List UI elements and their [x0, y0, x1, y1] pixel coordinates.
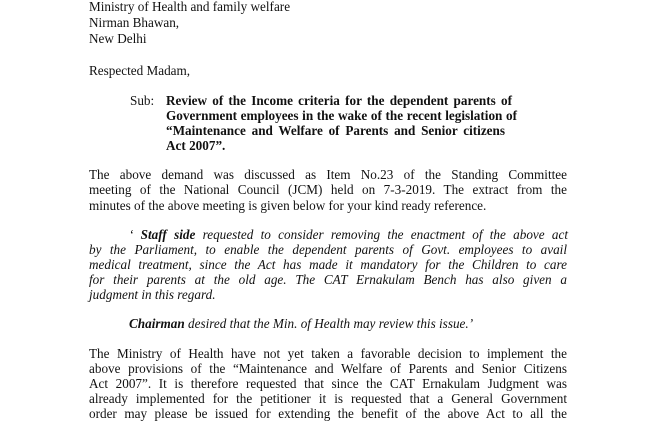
subject-line-1: Review of the Income criteria for the dependent parents of	[166, 93, 512, 108]
para2-line-5: order may please be issued for extending the benefit of the above Act to all the	[89, 406, 567, 421]
quote-line-1	[129, 227, 568, 243]
address-city: New Delhi	[89, 31, 147, 46]
para2-line-2: above provisions of the “Maintenance and Welfare of Parents and Senior Citizens	[89, 361, 567, 376]
subject-line-4: Act 2007”.	[166, 138, 226, 153]
quote-speaker-staff-side: Staff side	[140, 227, 196, 242]
quote-open-mark: ‘	[129, 227, 134, 242]
para2-line-1: The Ministry of Health have not yet taken a favorable decision to implement the	[89, 346, 567, 361]
chairman-rest: desired that the Min. of Health may review this issue.’	[188, 316, 474, 331]
para1-line-2: meeting of the National Council (JCM) held on 7-3-2019. The extract from the	[89, 182, 567, 197]
subject-line-2: Government employees in the wake of the recent legislation of	[166, 108, 517, 123]
quote-line-4: for their parents at the old age. The CAT Ernakulam Bench has also given a	[89, 272, 567, 287]
quote-line-1-rest: requested to consider removing the enactment of the above act	[202, 227, 569, 242]
address-building: Nirman Bhawan,	[89, 15, 180, 30]
para1-line-1: The above demand was discussed as Item No.23 of the Standing Committee	[89, 167, 567, 182]
quote-line-5: judgment in this regard.	[89, 287, 216, 302]
subject-label: Sub:	[130, 93, 155, 108]
quote-line-3: medical treatment, since the Act has made it mandatory for the Children to care	[89, 257, 567, 272]
para1-line-3: minutes of the above meeting is given below for your kind ready reference.	[89, 198, 487, 213]
quote-line-2: by the Parliament, to enable the dependent parents of Govt. employees to avail	[89, 242, 567, 257]
para2-line-4: already implemented for the petitioner it is requested that a General Government	[89, 391, 567, 406]
para2-line-3: Act 2007”. It is therefore requested that since the CAT Ernakulam Judgment was	[89, 376, 567, 391]
chairman-line	[129, 316, 473, 332]
salutation: Respected Madam,	[89, 63, 191, 78]
subject-line-3: “Maintenance and Welfare of Parents and Senior citizens	[166, 123, 505, 138]
address-ministry: Ministry of Health and family welfare	[89, 0, 291, 14]
chairman-speaker: Chairman	[129, 316, 185, 331]
